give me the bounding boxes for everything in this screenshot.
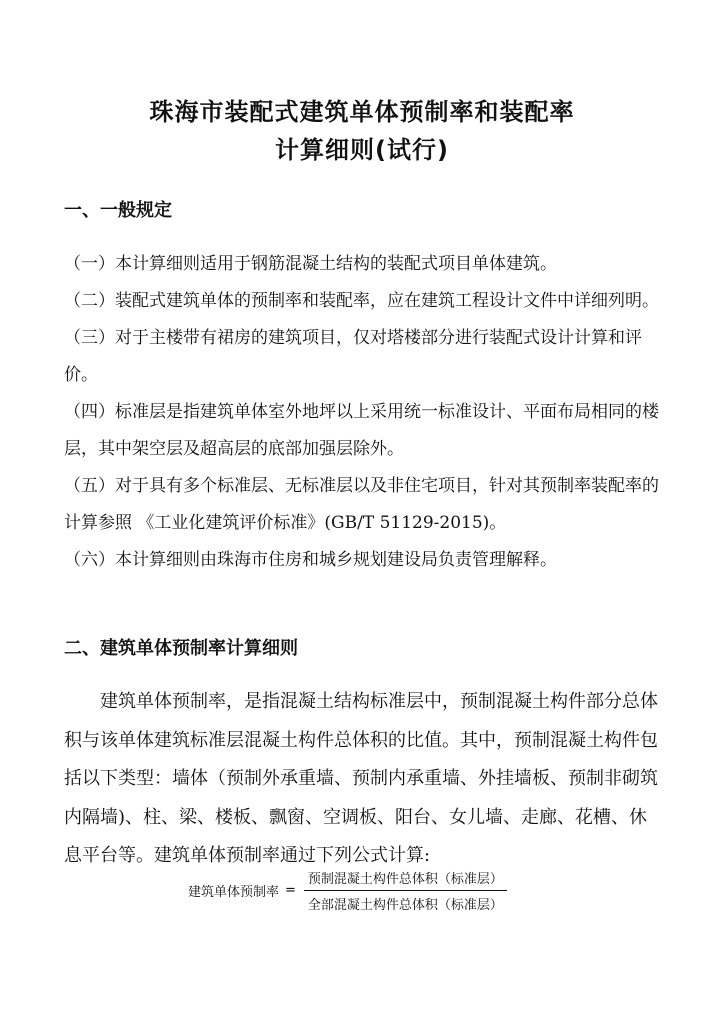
section1-heading: 一、一般规定 xyxy=(64,200,172,221)
formula-denominator: 全部混凝土构件总体积（标准层） xyxy=(307,898,503,913)
provision-item-1: （一）本计算细则适用于钢筋混凝土结构的装配式项目单体建筑。 xyxy=(64,254,557,274)
formula-numerator: 预制混凝土构件总体积（标准层） xyxy=(304,868,507,891)
provision-item-4: （四）标准层是指建筑单体室外地坪以上采用统一标准设计、平面布局相同的楼层，其中架空层及超高层的底部加强层除外。 xyxy=(64,402,659,459)
provision-item-3: （三）对于主楼带有裙房的建筑项目，仅对塔楼部分进行装配式设计计算和评价。 xyxy=(64,328,642,385)
formula-lhs: 建筑单体预制率 xyxy=(188,885,280,900)
document-title-line2: 计算细则(试行) xyxy=(275,136,449,164)
prefabrication-rate-paragraph: 建筑单体预制率，是指混凝土结构标准层中，预制混凝土构件部分总体积与该单体建筑标准层混凝土构件总体积的比值。其中，预制混凝土构件包括以下类型：墙体（预制外承重墙、预制内承重墙、外挂墙板、预制非砌筑内隔墙)、柱、梁、楼板、飘窗、空调板、阳台、女儿墙、走廊、花槽、休息平台等。建筑单体预制率通过下列公式计算: xyxy=(64,691,658,866)
provision-item-2: （二）装配式建筑单体的预制率和装配率，应在建筑工程设计文件中详细列明。 xyxy=(64,291,659,311)
formula-equals: = xyxy=(285,883,296,898)
document-title-line1: 珠海市装配式建筑单体预制率和装配率 xyxy=(149,98,575,126)
provision-item-6: （六）本计算细则由珠海市住房和城乡规划建设局负责管理解释。 xyxy=(64,550,557,570)
provision-item-5: （五）对于具有多个标准层、无标准层以及非住宅项目，针对其预制率装配率的计算参照 《工业化建筑评价标准》(GB/T 51129-2015)。 xyxy=(64,476,659,533)
formula-fraction xyxy=(304,868,507,913)
section2-heading: 二、建筑单体预制率计算细则 xyxy=(64,638,298,659)
general-provisions-list xyxy=(64,246,664,579)
prefabrication-rate-formula xyxy=(188,868,507,913)
